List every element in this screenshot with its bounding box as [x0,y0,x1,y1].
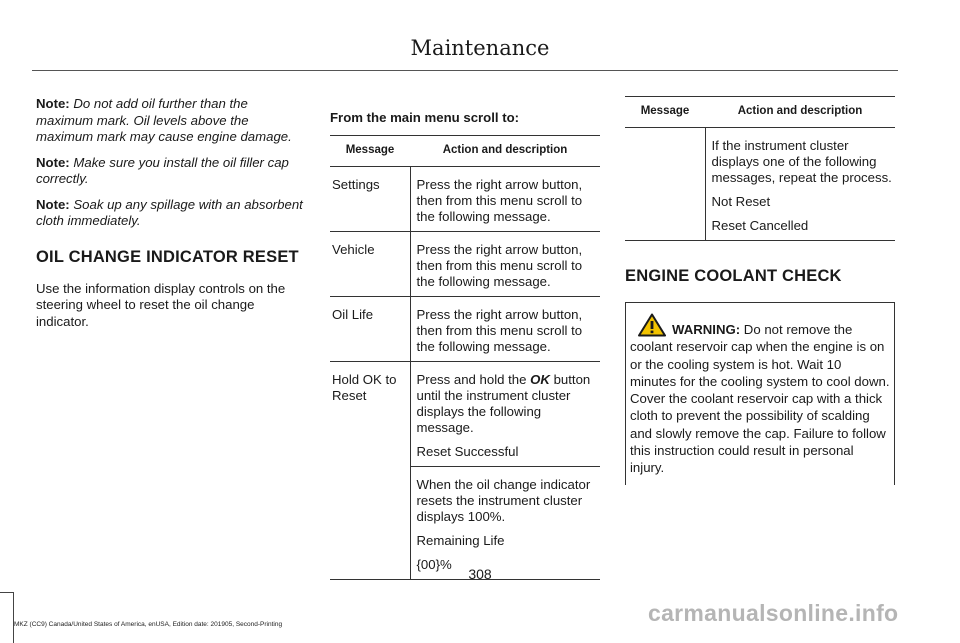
page-header-title: Maintenance [410,36,550,60]
action-cell: Press the right arrow button, then from this menu scroll to the following message. [410,167,600,232]
message-cell [625,128,705,241]
warning-triangle-icon [638,313,666,337]
action-message: Not Reset [711,194,771,209]
note-text: Do not add oil further than the maximum mark. Oil levels above the maximum mark may cause engine damage. [36,96,292,144]
note-2 [36,155,306,188]
oil-reset-body: Use the information display controls on the steering wheel to reset the oil change indicator. [36,280,286,329]
action-message: Reset Successful [416,444,519,459]
menu-table [330,135,600,580]
table-row [330,467,600,580]
table-header-message: Message [330,136,410,167]
note-3 [36,197,306,230]
message-cell: Hold OK to Reset [332,372,397,403]
message-cell: Settings [330,167,410,232]
note-label: Note: [36,96,70,111]
column-2 [330,96,600,580]
action-message: Remaining Life [416,533,505,548]
warning-label: WARNING: [672,322,741,337]
action-cell [410,362,600,467]
note-1 [36,96,306,146]
action-cell [410,467,600,580]
action-cell: Press the right arrow button, then from this menu scroll to the following message. [410,297,600,362]
action-message: Reset Cancelled [711,218,809,233]
message-cell: Oil Life [330,297,410,362]
warning-text: Do not remove the coolant reservoir cap when the engine is on or the cooling system is hot. Wait 10 minutes for the cooling system to cool down. Cover the coolant reservoir cap with a thick cloth to prevent the possibility of scalding and slowly remove the cap. Failure to follow this instruction could result in personal injury. [630,322,890,476]
table-row [330,167,600,232]
menu-intro: From the main menu scroll to: [330,110,520,125]
reset-table [625,96,895,241]
action-text: If the instrument cluster displays one of the following messages, repeat the process. [711,138,892,185]
column-1 [36,96,306,330]
header-divider [32,70,898,71]
message-cell: Vehicle [330,232,410,297]
warning-box [625,302,895,485]
action-text: When the oil change indicator resets the instrument cluster displays 100%. [416,477,591,524]
page-number: 308 [468,566,492,582]
action-cell: Press the right arrow button, then from this menu scroll to the following message. [410,232,600,297]
message-cell [330,467,410,580]
watermark: carmanualsonline.info [648,600,899,626]
section-title-oil-reset: OIL CHANGE INDICATOR RESET [36,247,299,266]
action-text-part: Press and hold the [416,372,531,387]
action-text-part: button until the instrument cluster displays the following message. [416,372,591,435]
ok-button-label: OK [530,372,550,387]
note-label: Note: [36,196,70,212]
table-header-action: Action and description [410,136,600,167]
action-message: {00}% [416,557,452,572]
table-header-action: Action and description [705,97,895,128]
note-label: Note: [36,154,70,170]
crop-mark [0,592,14,643]
action-cell [705,128,895,241]
note-text: Soak up any spillage with an absorbent cloth immediately. [36,196,303,228]
column-3 [625,96,895,485]
table-header-message: Message [625,97,705,128]
table-row [330,232,600,297]
table-row [330,362,600,467]
section-title-coolant: ENGINE COOLANT CHECK [625,267,842,285]
note-text: Make sure you install the oil filler cap correctly. [36,154,289,186]
table-row [330,297,600,362]
action-text [417,372,599,436]
table-row [625,128,895,241]
edition-footer: MKZ (CC9) Canada/United States of America, enUSA, Edition date: 201905, Second-Printing [14,621,283,628]
